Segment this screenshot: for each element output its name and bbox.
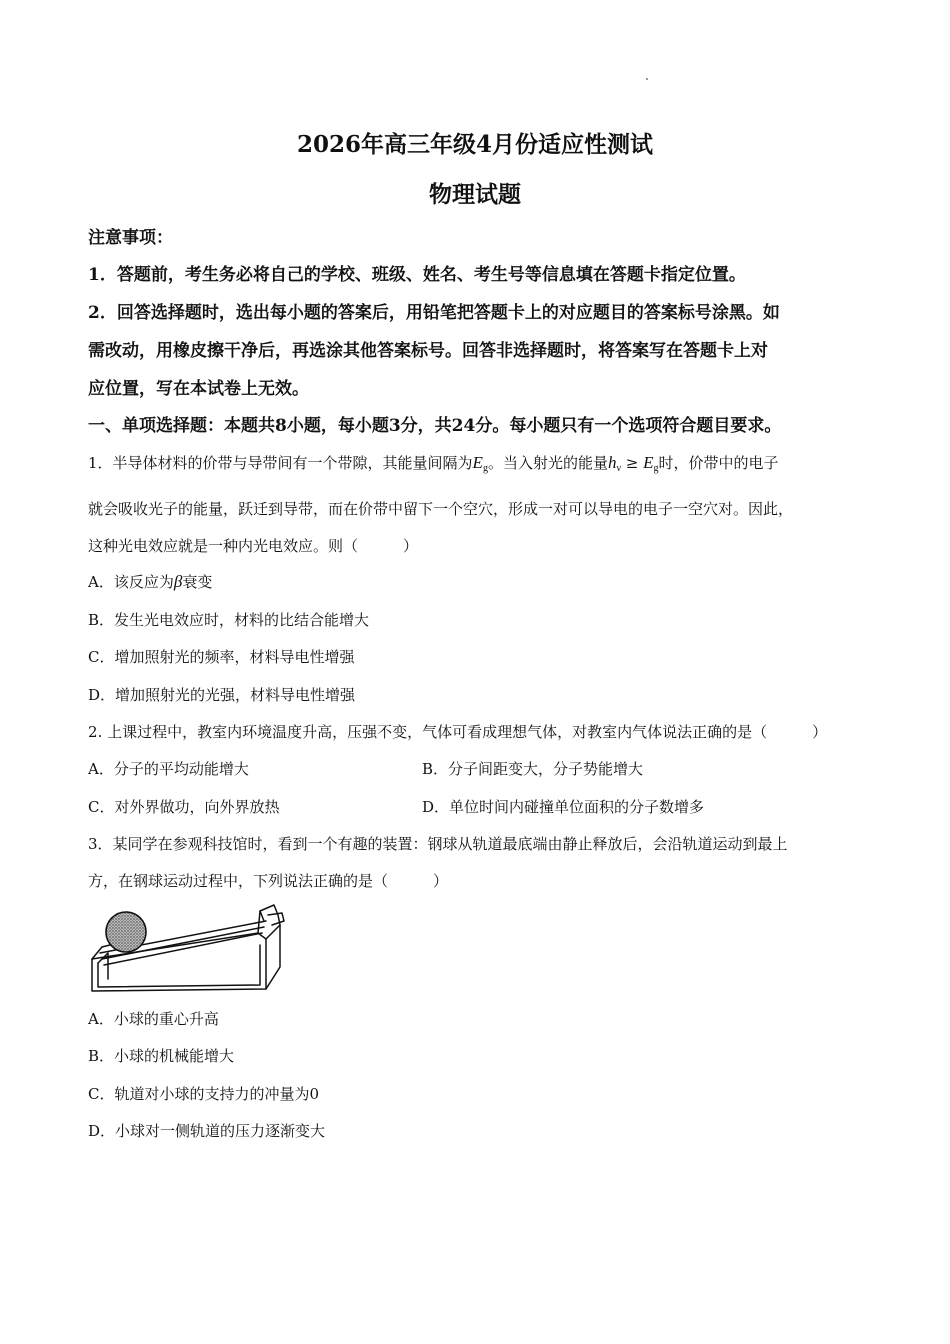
notice-item-1: 1．答题前，考生务必将自己的学校、班级、姓名、考生号等信息填在答题卡指定位置。 <box>88 265 746 285</box>
q3-option-d: D．小球对一侧轨道的压力逐渐变大 <box>88 1122 326 1140</box>
exam-title: 2026年高三年级4月份适应性测试 <box>296 131 654 158</box>
q1-line-1: 1．半导体材料的价带与导带间有一个带隙，其能量间隔为$E_g$。当入射光的能量$h_\nu \ge E_g$时，价带中的电子 <box>88 453 779 474</box>
q2-option-a: A．分子的平均动能增大 <box>88 760 249 778</box>
steel-ball <box>106 912 146 952</box>
q1-option-d: D．增加照射光的光强，材料导电性增强 <box>88 686 356 704</box>
track-apparatus-figure <box>88 903 298 995</box>
q2-stem: 2. 上课过程中，教室内环境温度升高，压强不变，气体可看成理想气体，对教室内气体说法正确的是（ ） <box>88 723 828 741</box>
q1-option-b: B．发生光电效应时，材料的比结合能增大 <box>88 611 370 629</box>
exam-subtitle: 物理试题 <box>429 181 521 208</box>
q2-option-c: C．对外界做功，向外界放热 <box>88 798 280 816</box>
q2-option-b: B．分子间距变大，分子势能增大 <box>422 760 644 778</box>
q1-line-3: 这种光电效应就是一种内光电效应。则（ ） <box>88 537 419 555</box>
q3-option-b: B．小球的机械能增大 <box>88 1047 235 1065</box>
notice-item-2-line-3: 应位置，写在本试卷上无效。 <box>88 379 309 399</box>
q3-option-a: A．小球的重心升高 <box>88 1010 219 1028</box>
q2-option-d: D．单位时间内碰撞单位面积的分子数增多 <box>422 798 705 816</box>
q1-option-a: A．该反应为β衰变 <box>88 572 213 591</box>
q1-line-2: 就会吸收光子的能量，跃迁到导带，而在价带中留下一个空穴，形成一对可以导电的电子一空穴对。因此， <box>88 500 794 518</box>
q3-line-2: 方，在钢球运动过程中，下列说法正确的是（ ） <box>88 872 449 890</box>
notice-heading: 注意事项： <box>88 228 173 248</box>
q1-option-c: C．增加照射光的频率，材料导电性增强 <box>88 648 355 666</box>
scan-dot <box>646 78 648 80</box>
q3-line-1: 3．某同学在参观科技馆时，看到一个有趣的装置：钢球从轨道最底端由静止释放后，会沿轨道运动到最上 <box>88 835 788 853</box>
math-E-g-2: $E_g$ <box>643 453 659 474</box>
q3-option-c: C．轨道对小球的支持力的冲量为0 <box>88 1085 320 1103</box>
math-E-g: $E_g$ <box>472 453 488 474</box>
notice-item-2-line-1: 2．回答选择题时，选出每小题的答案后，用铅笔把答题卡上的对应题目的答案标号涂黑。如 <box>88 303 780 323</box>
notice-item-2-line-2: 需改动，用橡皮擦干净后，再选涂其他答案标号。回答非选择题时，将答案写在答题卡上对 <box>88 341 768 361</box>
math-beta: β <box>173 572 183 591</box>
math-h-nu: $h_\nu$ <box>607 453 621 474</box>
section-1-heading: 一、单项选择题：本题共8小题，每小题3分，共24分。每小题只有一个选项符合题目要求。 <box>88 416 782 436</box>
